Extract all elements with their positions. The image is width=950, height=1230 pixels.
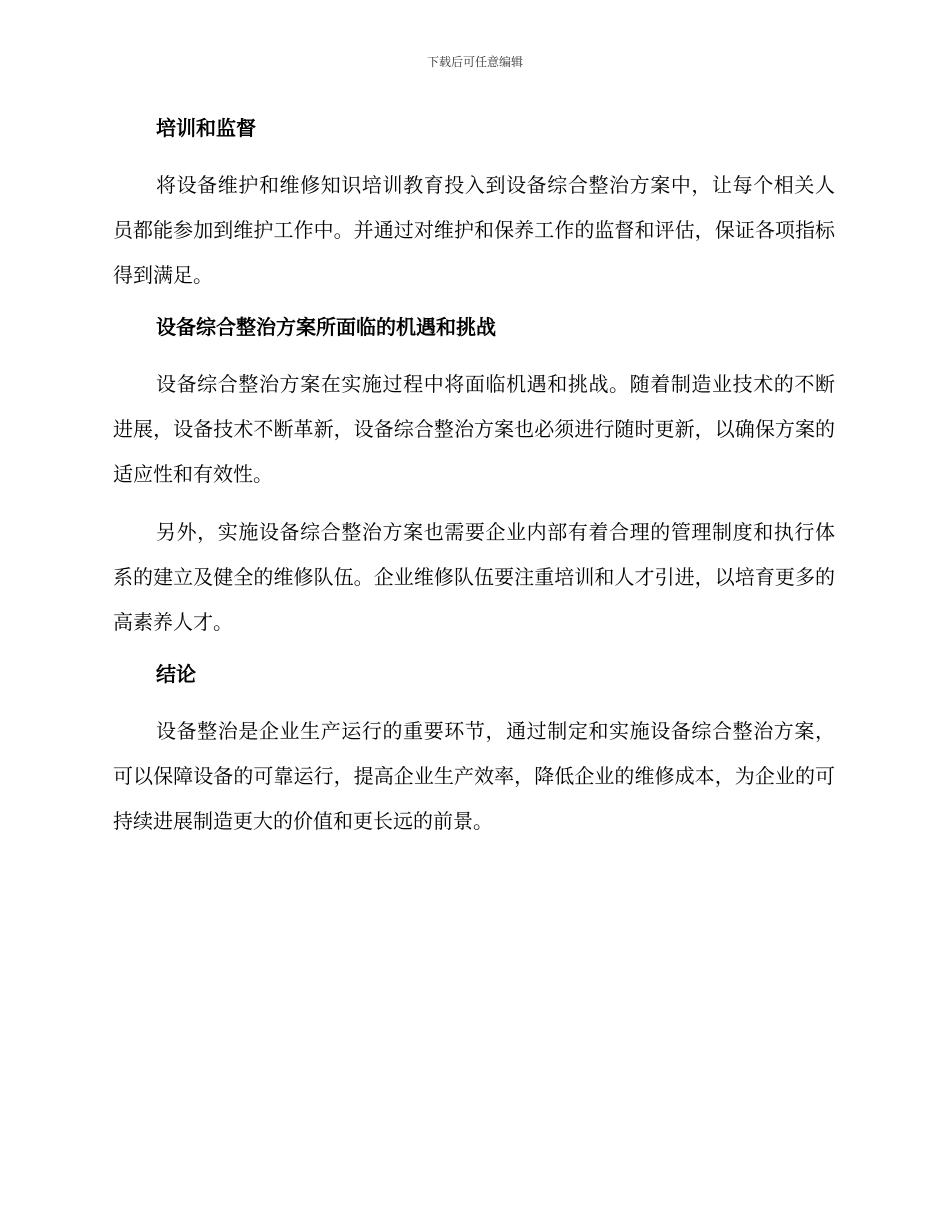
paragraph-conclusion: 设备整治是企业生产运行的重要环节，通过制定和实施设备综合整治方案，可以保障设备的可靠运行，提高企业生产效率，降低企业的维修成本，为企业的可持续进展制造更大的价值和更长远的前景。: [113, 719, 835, 833]
paragraph-opportunities-2: 另外，实施设备综合整治方案也需要企业内部有着合理的管理制度和执行体系的建立及健全的维修队伍。企业维修队伍要注重培训和人才引进，以培育更多的高素养人才。: [113, 520, 835, 634]
paragraph-training: 将设备维护和维修知识培训教育投入到设备综合整治方案中，让每个相关人员都能参加到维护工作中。并通过对维护和保养工作的监督和评估，保证各项指标得到满足。: [113, 173, 835, 287]
section-heading-conclusion: 结论: [156, 662, 196, 686]
document-body: [113, 112, 835, 844]
paragraph-opportunities-1: 设备综合整治方案在实施过程中将面临机遇和挑战。随着制造业技术的不断进展，设备技术不断革新，设备综合整治方案也必须进行随时更新，以确保方案的适应性和有效性。: [113, 372, 835, 486]
section-heading-training: 培训和监督: [156, 116, 256, 140]
page-header: 下载后可任意编辑: [426, 55, 523, 69]
section-heading-opportunities: 设备综合整治方案所面临的机遇和挑战: [156, 315, 496, 339]
